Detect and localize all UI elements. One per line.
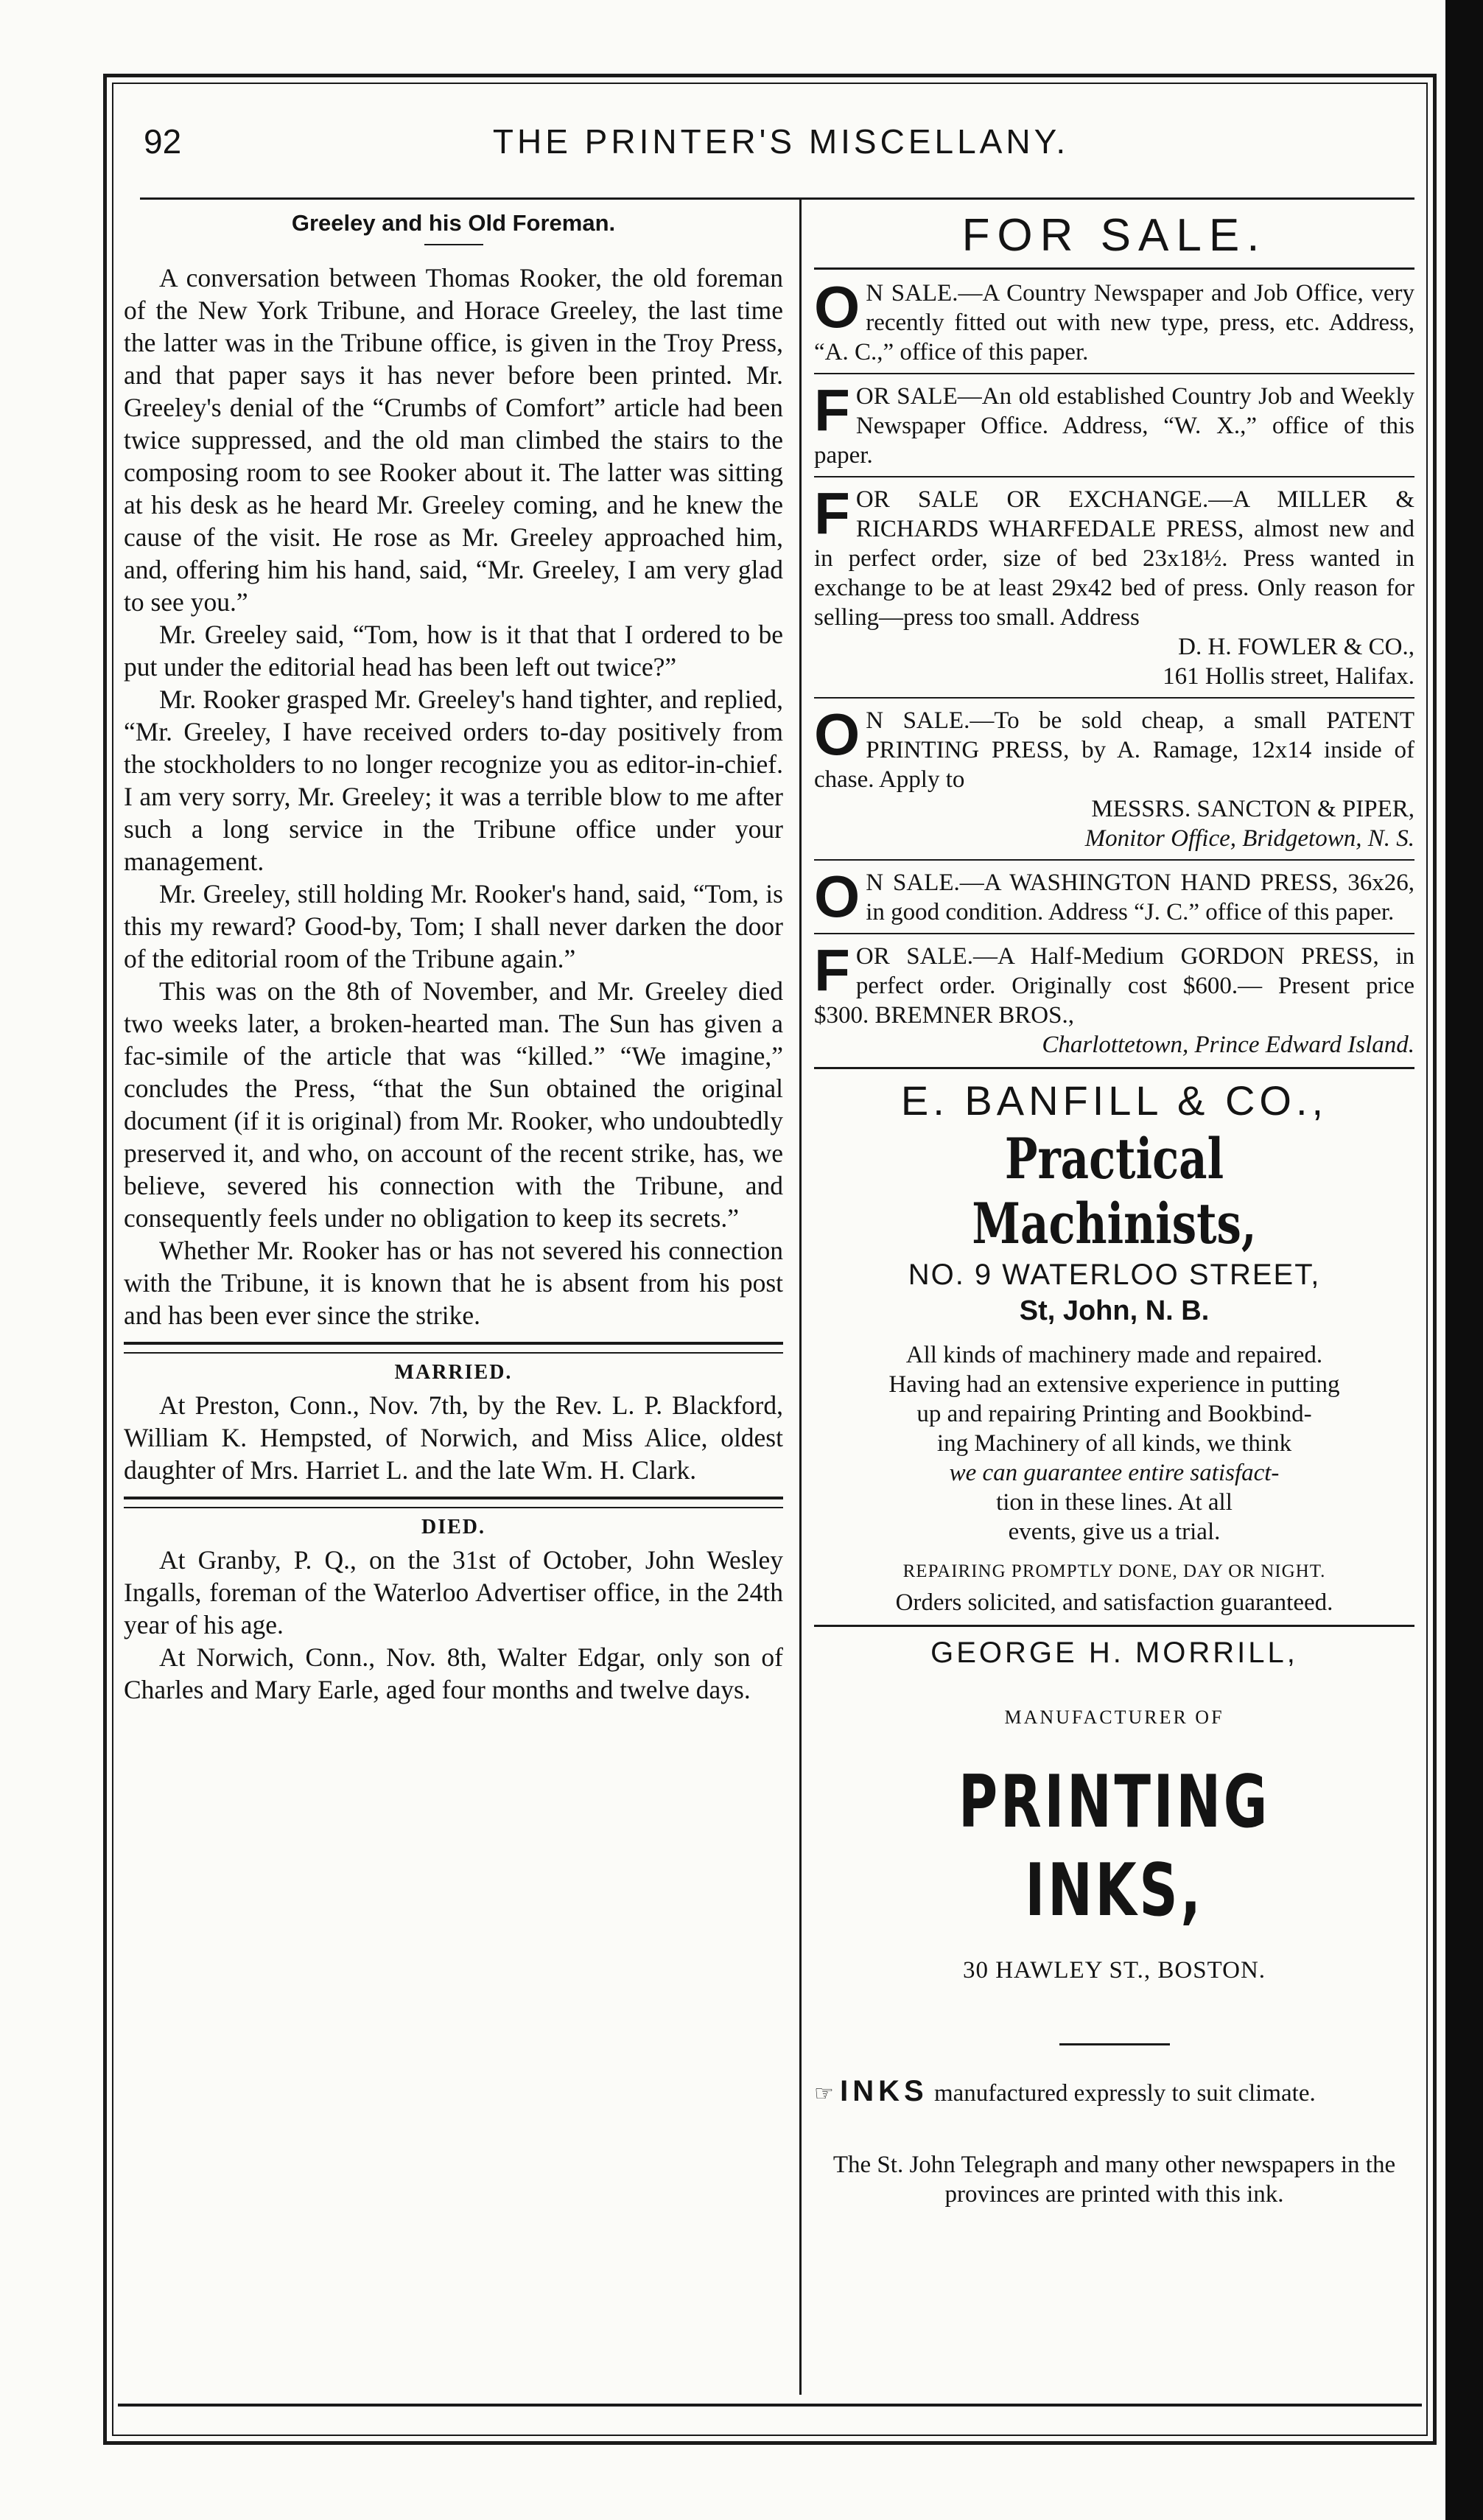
ad-signature: MESSRS. SANCTON & PIPER, [1091,796,1414,822]
page-number: 92 [144,122,182,161]
article-title: Greeley and his Old Foreman. [291,210,616,236]
married-notice: At Preston, Conn., Nov. 7th, by the Rev. L. P. Blackford, William K. Hempsted, of Norwich, and Miss Alice, oldest daughter of Mrs. Harriet L. and the late Wm. H. Clark. [124,1390,783,1485]
married-heading: MARRIED. [394,1361,513,1384]
title-rule [424,244,483,245]
ad-text: OR SALE.—A Half-Medium GORDON PRESS, in perfect order. Originally cost $600.— Present price $300. BREMNER BROS., [814,943,1414,1029]
ad-rule [814,859,1414,861]
morrill-address: 30 HAWLEY ST., BOSTON. [962,1957,1266,1984]
article-paragraph: Whether Mr. Rooker has or has not severed his connection with the Tribune, it is known that he is absent from his post and has been ever since the strike. [124,1236,783,1330]
header-rule [140,197,1414,200]
description-line: Having had an extensive experience in putting [888,1371,1340,1398]
morrill-manufacturer: MANUFACTURER OF [1004,1707,1224,1728]
for-sale-rule [814,267,1414,270]
ad-signature: D. H. FOWLER & CO., [1178,634,1414,660]
scan-edge-shadow [1445,0,1483,2520]
drop-cap: F [814,937,850,1003]
ad-text: OR SALE OR EXCHANGE.—A MILLER & RICHARDS WHARFEDALE PRESS, almost new and in perfect order, size of bed 23x18½. Press wanted in exchange to be at least 29x42 bed of press. Only reason for selling—press too small. Address [814,486,1414,631]
banfill-description [814,1340,1414,1547]
inks-word: INKS [840,2075,928,2107]
ad-signature-address: Monitor Office, Bridgetown, N. S. [1084,825,1414,852]
ad-rule [814,933,1414,934]
ad-rule [814,1625,1414,1627]
inks-note [814,2075,1414,2110]
description-line: up and repairing Printing and Bookbind- [916,1401,1312,1427]
description-line: tion in these lines. At all [996,1489,1233,1516]
article-paragraph: Mr. Greeley, still holding Mr. Rooker's hand, said, “Tom, is this my reward? Good-by, Tom; I shall never darken the door of the editorial room of the Tribune again.” [124,879,783,973]
died-heading: DIED. [421,1516,485,1539]
classified-ad [814,865,1414,928]
ad-signature-address: 161 Hollis street, Halifax. [1163,663,1414,690]
died-notice: At Granby, P. Q., on the 31st of October, John Wesley Ingalls, foreman of the Waterloo Advertiser office, in the 24th year of his age. [124,1545,783,1639]
running-title: THE PRINTER'S MISCELLANY. [492,122,1070,161]
morrill-product: PRINTING INKS, [958,1760,1270,1933]
description-line: events, give us a trial. [1008,1519,1221,1545]
drop-cap: O [814,274,860,340]
left-column [124,210,783,1706]
banfill-company-name: E. BANFILL & CO., [900,1077,1328,1124]
classified-ad [814,482,1414,693]
ad-rule [814,1067,1414,1069]
ad-rule [814,476,1414,477]
classified-ad [814,703,1414,855]
morrill-name: GEORGE H. MORRILL, [930,1637,1298,1669]
article-paragraph: This was on the 8th of November, and Mr. Greeley died two weeks later, a broken-hearted man. The Sun has given a fac-simile of the article that was “killed.” “We imagine,” concludes the Press, “that the Sun obtained the original document (if it is original) from Mr. Rooker, who undoubtedly preserved it, and who, on account of the recent strike, has, we believe, severed his connection with the Tribune, and consequently feels under no obligation to keep its secrets.” [124,976,783,1233]
article-paragraph: Mr. Greeley said, “Tom, how is it that that I ordered to be put under the editorial head has been left out twice?” [124,620,783,682]
classified-ad [814,379,1414,472]
telegraph-note: The St. John Telegraph and many other newspapers in the provinces are printed with this ink. [832,2152,1396,2208]
drop-cap: F [814,480,850,546]
banfill-tagline: Practical Machinists, [972,1126,1257,1256]
banfill-orders: Orders solicited, and satisfaction guaranteed. [895,1589,1333,1616]
pointing-hand-icon: ☞ [814,2082,834,2106]
description-line: we can guarantee entire satisfact- [949,1460,1280,1486]
ad-text: N SALE.—A WASHINGTON HAND PRESS, 36x26, in good condition. Address “J. C.” office of this paper. [866,869,1414,925]
section-double-rule [124,1342,783,1354]
died-notice: At Norwich, Conn., Nov. 8th, Walter Edgar, only son of Charles and Mary Earle, aged four months and twelve days. [124,1642,783,1704]
drop-cap: F [814,377,850,443]
morrill-rule [1059,2043,1170,2045]
ad-rule [814,373,1414,374]
ad-text: N SALE.—To be sold cheap, a small PATENT PRINTING PRESS, by A. Ramage, 12x14 inside of chase. Apply to [814,707,1414,793]
drop-cap: O [814,701,860,767]
ad-text: OR SALE—An old established Country Job and Weekly Newspaper Office. Address, “W. X.,” office of this paper. [814,383,1414,469]
drop-cap: O [814,864,860,929]
article-paragraph: Mr. Rooker grasped Mr. Greeley's hand tighter, and replied, “Mr. Greeley, I have received orders to-day positively from the stockholders to no longer recognize you as editor-in-chief. I am very sorry, Mr. Greeley; it was a terrible blow to me after such a long service in the Tribune office under your management. [124,685,783,876]
article-paragraph: A conversation between Thomas Rooker, the old foreman of the New York Tribune, and Horace Greeley, the last time the latter was in the Tribune office, is given in the Troy Press, and that paper says it has never before been printed. Mr. Greeley's denial of the “Crumbs of Comfort” article had been twice suppressed, and the old man climbed the stairs to the composing room to see Rooker about it. The latter was sitting at his desk as he heard Mr. Greeley coming, and he knew the cause of the visit. He rose as Mr. Greeley approached him, and, offering him his hand, said, “Mr. Greeley, I am very glad to see you.” [124,263,783,617]
banfill-address: NO. 9 WATERLOO STREET, [908,1259,1321,1291]
ad-signature-address: Charlottetown, Prince Edward Island. [1042,1032,1414,1058]
classified-ad [814,939,1414,1061]
banfill-repairing: REPAIRING PROMPTLY DONE, DAY OR NIGHT. [902,1561,1326,1581]
description-line: ing Machinery of all kinds, we think [936,1430,1292,1457]
ad-text: N SALE.—A Country Newspaper and Job Office, very recently fitted out with new type, press, etc. Address, “A. C.,” office of this paper. [814,280,1414,365]
ad-rule [814,697,1414,699]
page-header [144,122,1418,173]
section-double-rule [124,1497,783,1508]
inks-rest: manufactured expressly to suit climate. [933,2080,1316,2107]
banfill-city: St, John, N. B. [1019,1295,1210,1326]
classified-ad [814,276,1414,368]
for-sale-title: FOR SALE. [961,210,1267,261]
bottom-rule [118,2404,1422,2407]
right-column [814,210,1414,2209]
column-divider [799,199,802,2395]
description-line: All kinds of machinery made and repaired. [905,1342,1323,1368]
